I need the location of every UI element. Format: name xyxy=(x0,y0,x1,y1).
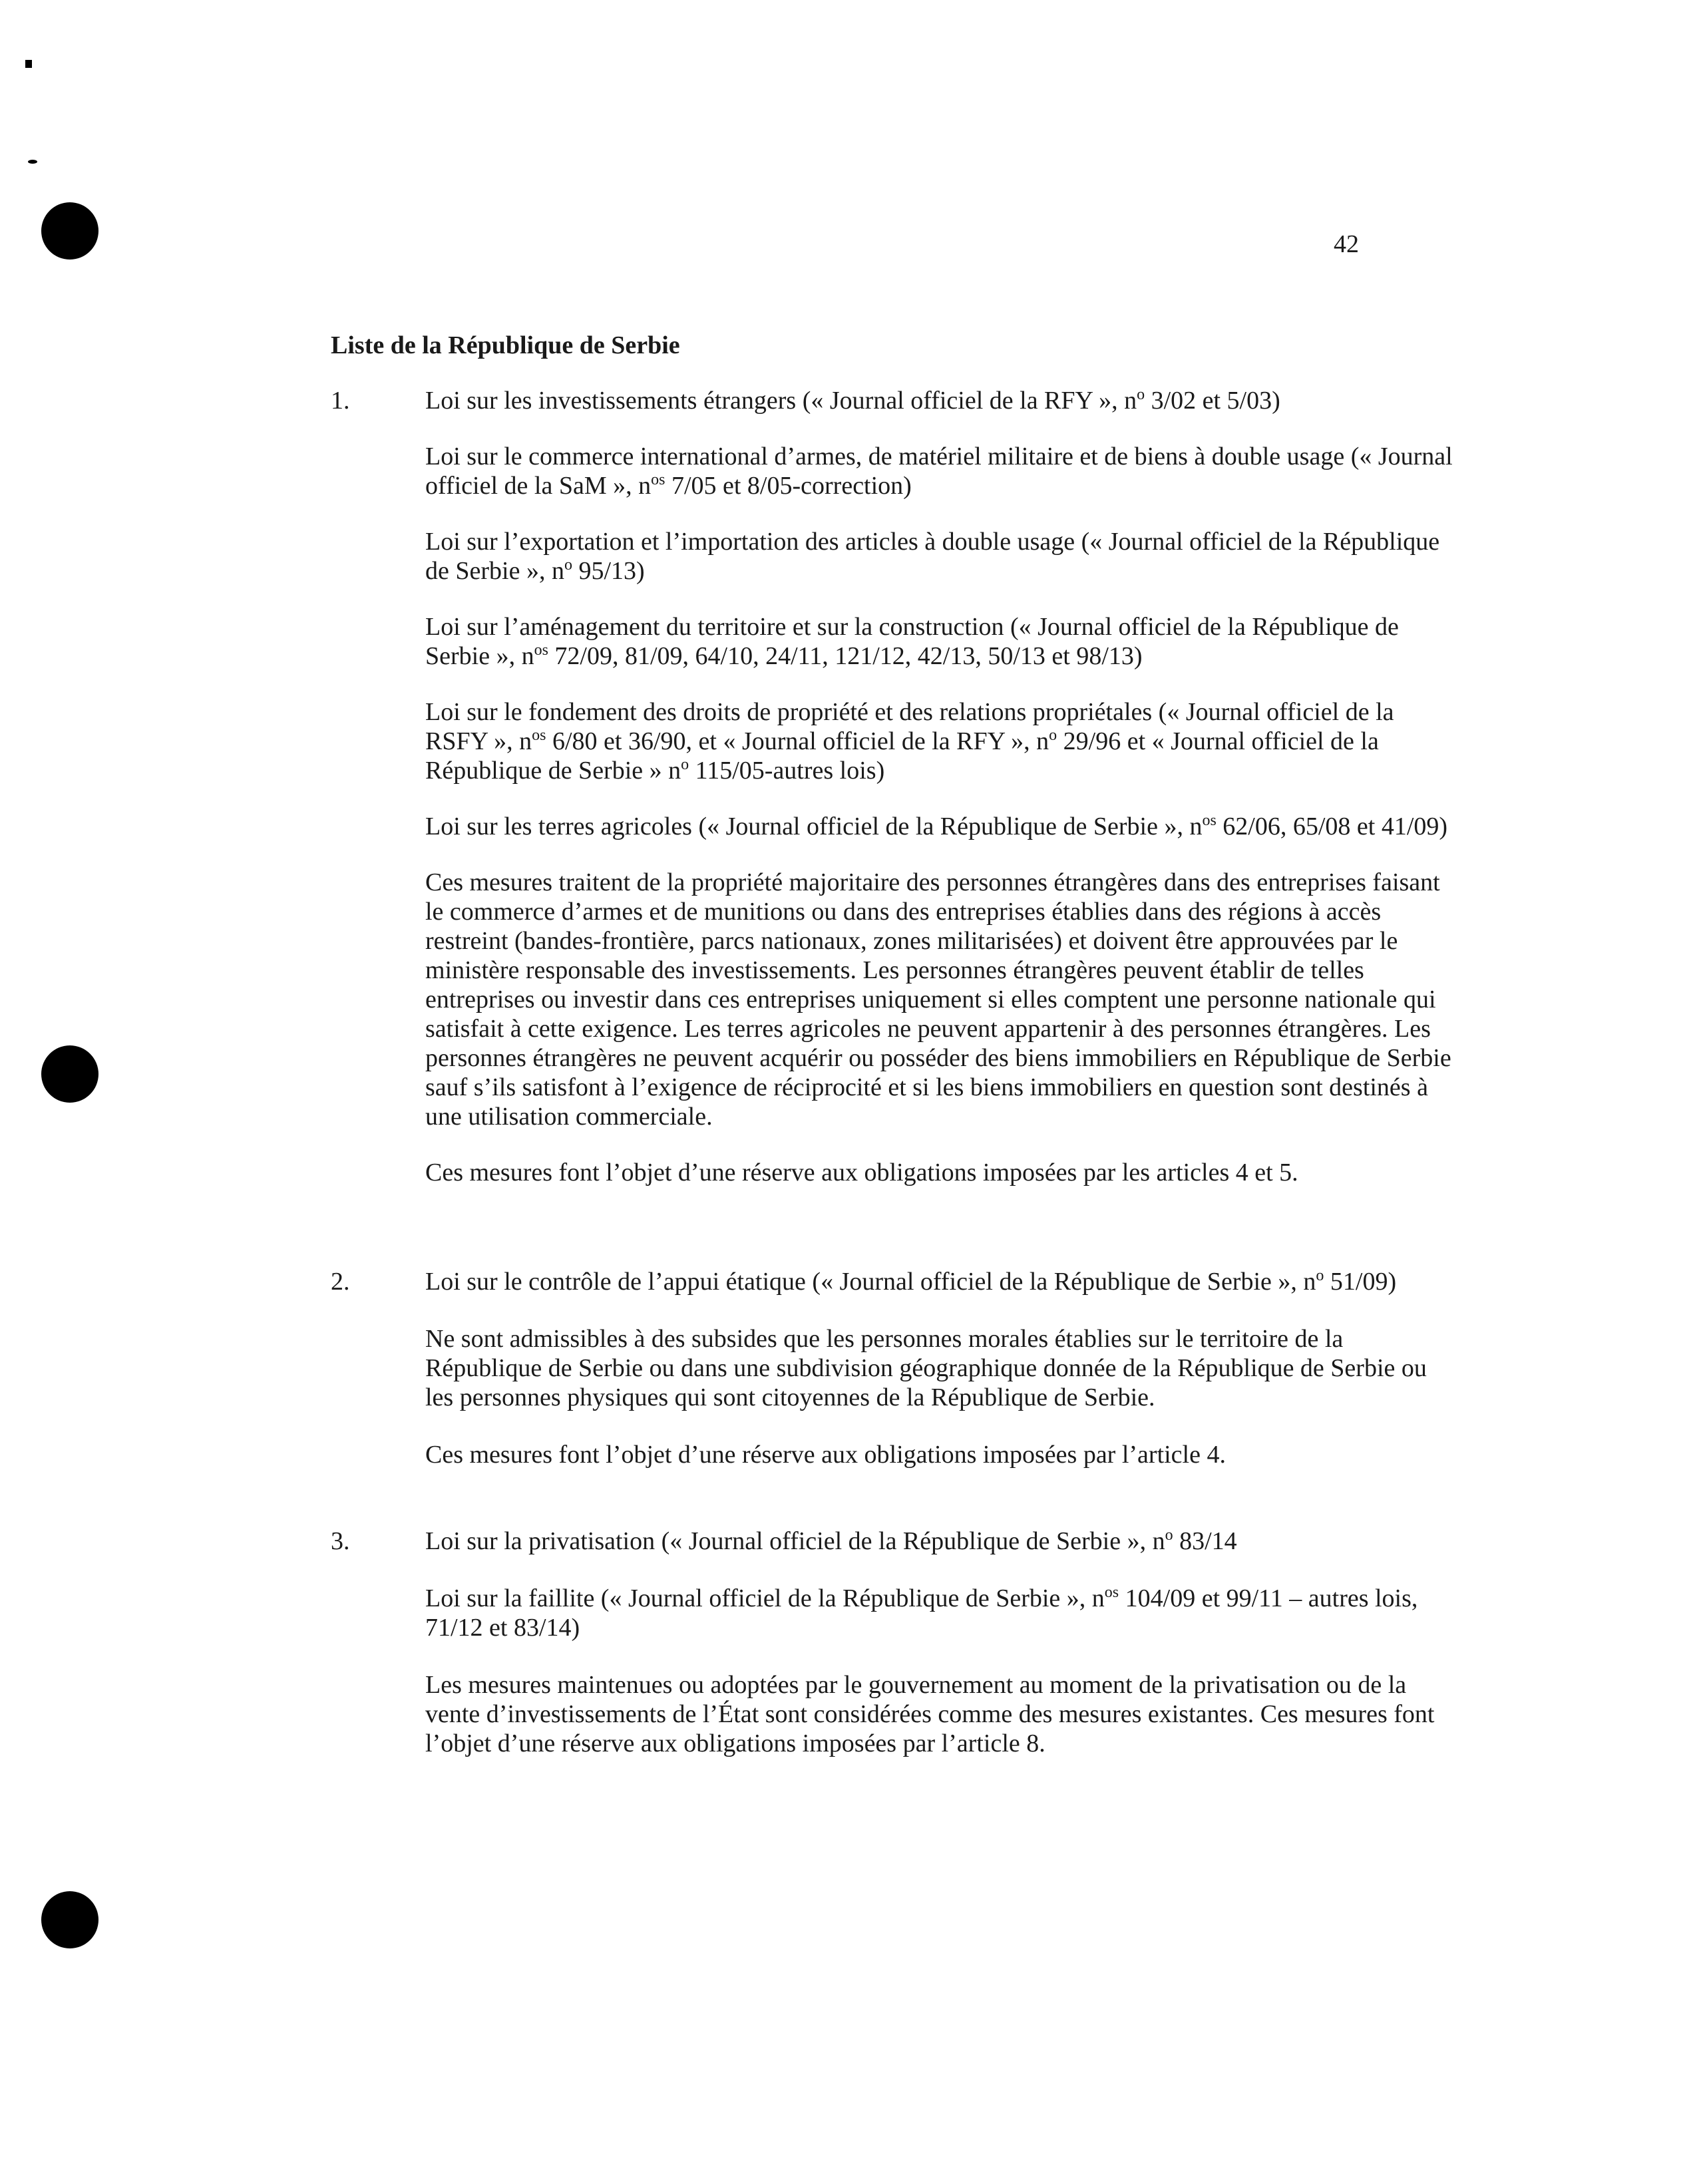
law-citation: Loi sur le contrôle de l’appui étatique (« Journal officiel de la République de Serbie », $n^o$ 51/09) xyxy=(425,1267,1397,1296)
page-number: 42 xyxy=(1334,230,1359,258)
scan-speck xyxy=(25,60,32,68)
punch-hole xyxy=(41,1045,98,1103)
section-number: 2. xyxy=(331,1268,350,1296)
punch-hole xyxy=(41,1891,98,1948)
law-citation: Loi sur le commerce international d’armes, de matériel militaire et de biens à double usage (« Journal officiel de la SaM », $n^{os}$ 7/05 et 8/05-correction) xyxy=(425,443,1453,500)
section-body xyxy=(425,1267,1460,1469)
law-citation: Loi sur la privatisation (« Journal officiel de la République de Serbie », $n^o$ 83/14 xyxy=(425,1527,1237,1555)
measure-description: Ces mesures traitent de la propriété majoritaire des personnes étrangères dans des entreprises faisant le commerce d’armes et de munitions ou dans des entreprises établies dans des régions à accès restreint (bandes-frontière, parcs nationaux, zones militarisées) et doivent être approuvées par le ministère responsable des investissements. Les personnes étrangères peuvent établir de telles entreprises ou investir dans ces entreprises uniquement si elles comptent une personne nationale qui satisfait à cette exigence. Les terres agricoles ne peuvent appartenir à des personnes étrangères. Les personnes étrangères ne peuvent acquérir ou posséder des biens immobiliers en République de Serbie sauf s’ils satisfont à l’exigence de réciprocité et si les biens immobiliers en question sont destinés à une utilisation commerciale. xyxy=(425,868,1451,1131)
measure-description: Ne sont admissibles à des subsides que les personnes morales établies sur le territoire de la République de Serbie ou dans une subdivision géographique donnée de la République de Serbie ou les personnes physiques qui sont citoyennes de la République de Serbie. xyxy=(425,1325,1427,1411)
measure-description: Les mesures maintenues ou adoptées par le gouvernement au moment de la privatisation ou de la vente d’investissements de l’État sont considérées comme des mesures existantes. Ces mesures font l’objet d’une réserve aux obligations imposées par l’article 8. xyxy=(425,1671,1435,1757)
law-citation: Loi sur l’aménagement du territoire et sur la construction (« Journal officiel de la République de Serbie », $n^{os}$ 72/09, 81/09, 64/10, 24/11, 121/12, 42/13, 50/13 et 98/13) xyxy=(425,613,1399,670)
law-citation: Loi sur les investissements étrangers (« Journal officiel de la RFY », $n^o$ 3/02 et 5/03) xyxy=(425,386,1280,415)
section-body xyxy=(425,1527,1460,1758)
law-citation: Loi sur l’exportation et l’importation des articles à double usage (« Journal officiel de la République de Serbie », $n^o$ 95/13) xyxy=(425,528,1440,585)
reservation-note: Ces mesures font l’objet d’une réserve aux obligations imposées par les articles 4 et 5. xyxy=(425,1159,1298,1186)
section-number: 3. xyxy=(331,1527,350,1555)
punch-hole xyxy=(41,202,98,260)
law-citation: Loi sur les terres agricoles (« Journal officiel de la République de Serbie », $n^{os}$ 62/06, 65/08 et 41/09) xyxy=(425,812,1448,840)
scan-speck xyxy=(28,160,37,164)
law-citation: Loi sur la faillite (« Journal officiel de la République de Serbie », $n^{os}$ 104/09 et 99/11 – autres lois, 71/12 et 83/14) xyxy=(425,1584,1418,1642)
law-citation: Loi sur le fondement des droits de propriété et des relations propriétales (« Journal officiel de la RSFY », $n^{os}$ 6/80 et 36/90, et « Journal officiel de la RFY », $n^o$ 29/96 et « Journal officiel de la République de Serbie » $n^o$ 115/05-autres lois) xyxy=(425,698,1394,785)
page-title: Liste de la République de Serbie xyxy=(331,331,680,359)
section-body xyxy=(425,386,1460,1187)
section-number: 1. xyxy=(331,387,350,415)
reservation-note: Ces mesures font l’objet d’une réserve aux obligations imposées par l’article 4. xyxy=(425,1441,1226,1469)
